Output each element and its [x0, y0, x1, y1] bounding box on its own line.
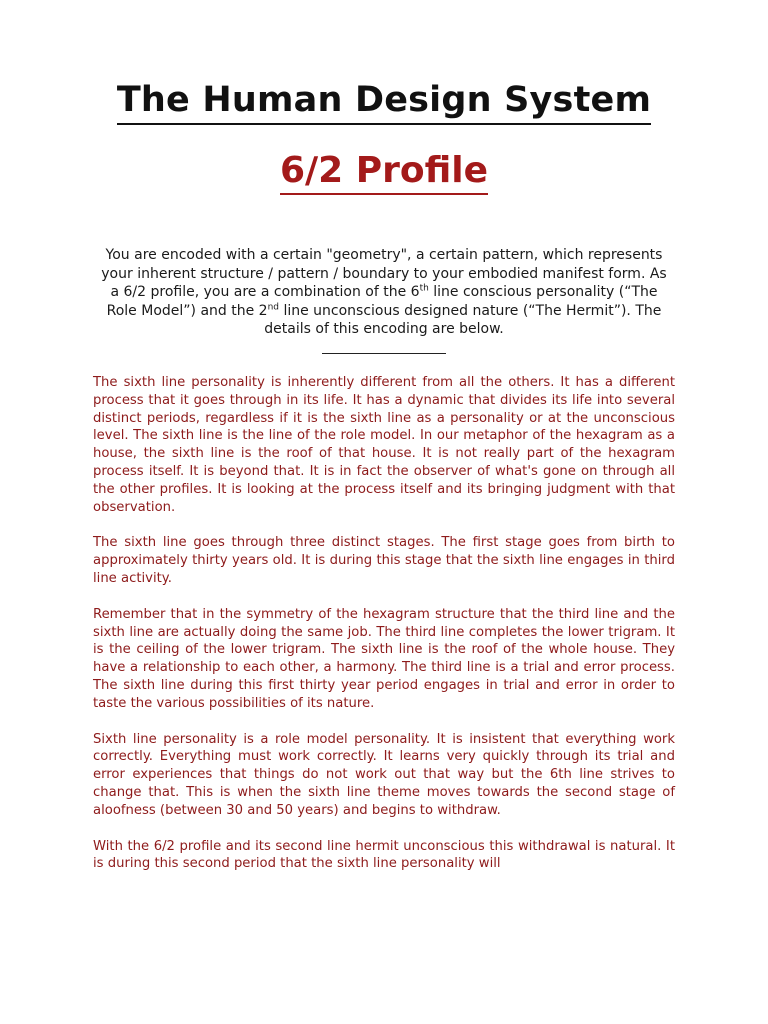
body-paragraph: The sixth line goes through three distinct stages. The first stage goes from birth to approximately thirty years old. It is during this stage that the sixth line engages in third line activity. — [93, 535, 675, 586]
document-subtitle-text: 6/2 Profile — [280, 151, 488, 195]
body-paragraph: Sixth line personality is a role model personality. It is insistent that everything work correctly. Everything must work correctly. It learns very quickly through its trial and error experiences that things do not work out that way but the 6th line strives to change that. This is when the sixth line theme moves towards the second stage of aloofness (between 30 and 50 years) and begins to withdraw. — [93, 731, 675, 818]
intro-paragraph — [98, 246, 670, 339]
intro-part-2: line conscious personality (“The Role Model”) and the 2 — [106, 284, 658, 319]
intro-part-1: You are encoded with a certain "geometry", a certain pattern, which represents your inherent structure / pattern / boundary to your embodied manifest form. As a 6/2 profile, you are a combination of the 6 — [101, 247, 667, 300]
body-paragraph: The sixth line personality is inherently different from all the others. It has a different process that it goes through in its life. It has a dynamic that divides its life into several distinct periods, regardless if it is the sixth line as a personality or at the unconscious level. The sixth line is the line of the role model. In our metaphor of the hexagram as a house, the sixth line is the roof of that house. It is not really part of the hexagram process itself. It is beyond that. It is in fact the observer of what's gone on through all the other profiles. It is looking at the process itself and its bringing judgment with that observation. — [93, 375, 675, 515]
section-divider — [322, 353, 446, 354]
intro-sup-nd: nd — [267, 301, 279, 312]
document-title — [0, 80, 768, 125]
body-text — [93, 374, 675, 891]
intro-sup-th: th — [419, 283, 429, 294]
body-paragraph: Remember that in the symmetry of the hexagram structure that the third line and the sixth line are actually doing the same job. The third line completes the lower trigram. It is the ceiling of the lower trigram. The sixth line is the roof of the whole house. They have a relationship to each other, a harmony. The third line is a trial and error process. The sixth line during this first thirty year period engages in trial and error in order to taste the various possibilities of its nature. — [93, 606, 675, 711]
intro-part-3: line unconscious designed nature (“The Hermit”). The details of this encoding are below. — [264, 302, 662, 337]
document-subtitle — [0, 150, 768, 195]
document-title-text: The Human Design System — [117, 81, 651, 125]
body-paragraph: With the 6/2 profile and its second line hermit unconscious this withdrawal is natural. It is during this second period that the sixth line personality will — [93, 838, 675, 872]
